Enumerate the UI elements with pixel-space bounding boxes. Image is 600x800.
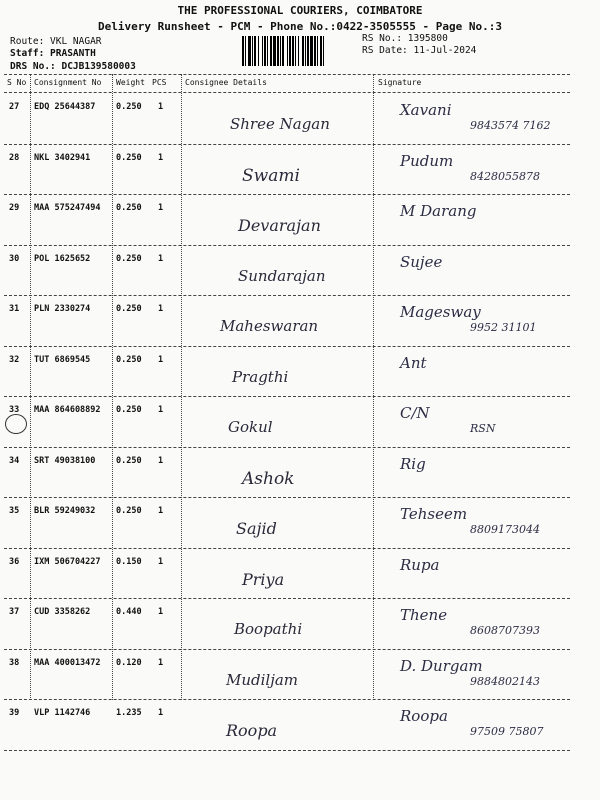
rs-number: RS No.: 1395800 [362,33,448,44]
row-pcs: 1 [158,253,164,264]
row-sno: 32 [9,354,20,365]
row-consignee-handwritten: Pragthi [232,367,289,386]
row-signature-mark: Xavani [400,101,452,119]
table-top-rule [4,74,570,75]
row-signature-mark: M Darang [400,202,477,220]
row-consignee-handwritten: Gokul [228,418,273,436]
row-signature-note: 9952 31101 [470,321,537,334]
row-consignment-no: EDQ 25644387 [34,102,96,112]
row-signature-note: 9843574 7162 [470,119,551,132]
row-weight: 0.250 [116,152,142,163]
company-title: THE PROFESSIONAL COURIERS, COIMBATORE [177,4,423,17]
row-weight: 0.250 [116,405,142,415]
row-divider [4,346,570,347]
row-divider [4,598,570,599]
row-divider [4,750,570,751]
row-weight: 0.250 [116,304,142,314]
row-sno: 34 [9,455,20,466]
row-consignment-no: IXM 506704227 [34,556,101,567]
row-consignee-handwritten: Roopa [226,721,278,740]
row-consignee-handwritten: Mudiljam [226,670,299,689]
row-divider [4,295,570,296]
col-divider [112,74,113,700]
row-signature-note: 8809173044 [470,523,540,536]
row-weight: 0.440 [116,607,142,617]
row-signature-mark: Thene [400,606,448,624]
row-consignment-no: MAA 864608892 [34,405,101,415]
row-divider [4,699,570,700]
row-consignment-no: POL 1625652 [34,253,91,264]
row-pcs: 1 [158,708,164,718]
row-signature-mark: Ant [400,353,427,372]
row-signature-note: RSN [470,422,496,435]
row-consignee-handwritten: Maheswaran [220,317,319,335]
row-sno: 30 [9,253,20,264]
row-signature-note: 97509 75807 [470,725,544,738]
row-weight: 0.250 [116,506,142,516]
row-sno: 35 [9,506,20,516]
row-weight: 0.250 [116,253,142,264]
row-signature-mark: D. Durgam [400,656,483,675]
col-divider [373,74,374,700]
drs-number: DRS No.: DCJB139580003 [10,61,136,72]
row-consignment-no: CUD 3358262 [34,607,91,617]
row-sno: 39 [9,708,20,718]
row-divider [4,144,570,145]
row-sno: 28 [9,152,20,163]
row-pcs: 1 [158,203,164,213]
row-signature-mark: Pudum [400,151,454,170]
row-consignment-no: MAA 400013472 [34,657,101,668]
row-pcs: 1 [158,607,164,617]
row-consignee-handwritten: Boopathi [234,620,303,638]
row-sno: 36 [9,556,20,567]
row-sno: 33 [9,405,20,415]
row-consignment-no: VLP 1142746 [34,708,91,718]
row-consignee-handwritten: Sundarajan [238,266,326,285]
col-header-sno: S No [7,78,27,87]
row-weight: 0.250 [116,354,142,365]
row-weight: 0.120 [116,657,142,668]
row-signature-note: 8428055878 [470,169,540,183]
row-divider [4,245,570,246]
row-divider [4,649,570,650]
row-signature-note: 8608707393 [470,624,540,637]
row-consignment-no: NKL 3402941 [34,152,91,163]
col-divider [181,74,182,700]
row-signature-mark: Rupa [400,555,440,574]
row-sno: 37 [9,607,20,617]
row-pcs: 1 [158,102,164,112]
row-sno: 38 [9,657,20,668]
row-weight: 0.250 [116,102,142,112]
row-signature-mark: Roopa [400,707,448,725]
row-sno: 27 [9,102,20,112]
col-header-signature: Signature [378,78,422,87]
col-header-pcs: PCS [152,78,167,87]
row-consignee-handwritten: Ashok [242,468,295,489]
row-weight: 0.250 [116,455,142,466]
runsheet-subtitle: Delivery Runsheet - PCM - Phone No.:0422-3505555 - Page No.:3 [98,20,502,33]
row-pcs: 1 [158,556,164,567]
col-header-consignment: Consignment No [34,78,102,87]
row-signature-note: 9884802143 [470,674,540,688]
row-34-circle-mark [5,414,27,434]
col-header-consignee: Consignee Details [185,78,267,87]
row-consignee-handwritten: Devarajan [238,216,321,235]
col-header-weight: Weight [116,78,145,87]
row-consignee-handwritten: Priya [242,569,285,589]
row-signature-mark: Tehseem [400,505,468,523]
row-pcs: 1 [158,455,164,466]
row-pcs: 1 [158,152,164,163]
row-consignment-no: MAA 575247494 [34,203,101,213]
row-pcs: 1 [158,354,164,365]
header-rule [4,92,570,93]
barcode [242,36,354,66]
row-pcs: 1 [158,506,164,516]
row-weight: 0.250 [116,203,142,213]
row-pcs: 1 [158,304,164,314]
row-weight: 1.235 [116,708,142,718]
row-divider [4,548,570,549]
row-divider [4,194,570,195]
row-consignment-no: PLN 2330274 [34,304,91,314]
row-sno: 31 [9,304,20,314]
row-signature-mark: Rig [400,454,426,473]
row-pcs: 1 [158,405,164,415]
row-divider [4,497,570,498]
row-consignee-handwritten: Shree Nagan [230,115,330,133]
route-label: Route: VKL NAGAR [10,36,102,47]
row-sno: 29 [9,203,20,213]
row-divider [4,396,570,397]
row-consignment-no: SRT 49038100 [34,455,96,466]
row-signature-mark: C/N [400,404,430,422]
row-divider [4,447,570,448]
row-consignee-handwritten: Swami [242,165,300,186]
col-divider [30,74,31,700]
row-weight: 0.150 [116,556,142,567]
row-signature-mark: Magesway [400,303,481,321]
rs-date: RS Date: 11-Jul-2024 [362,45,477,56]
row-pcs: 1 [158,657,164,668]
row-signature-mark: Sujee [400,252,443,271]
row-consignment-no: TUT 6869545 [34,354,91,365]
row-consignee-handwritten: Sajid [236,519,277,538]
staff-label: Staff: PRASANTH [10,48,96,59]
row-consignment-no: BLR 59249032 [34,506,96,516]
